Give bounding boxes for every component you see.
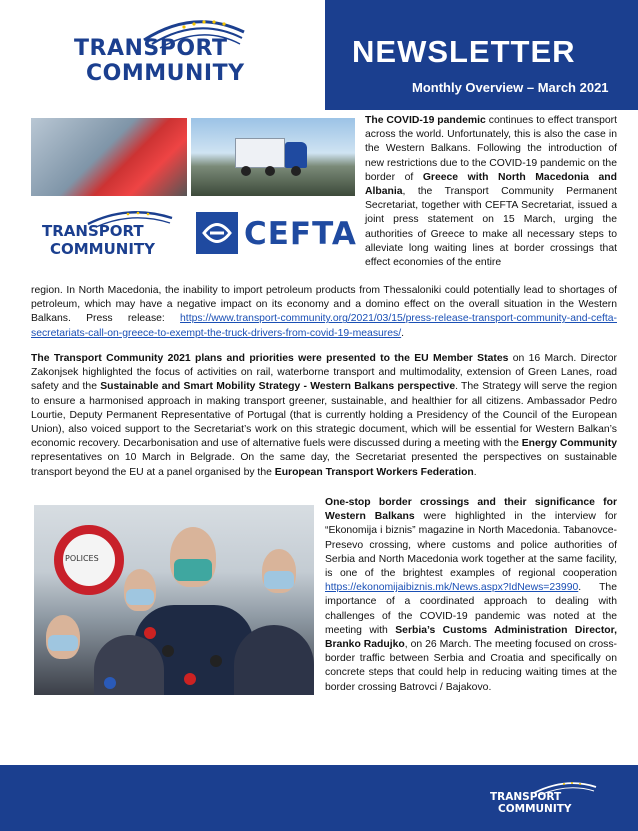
article-plans-priorities: The Transport Community 2021 plans and priorities were presented to the EU Member States on 16 March. Director Zakonjsek highlighted the focus of activities on rail, waterborne transport and multimodality, extension of Green Lanes, road safety and the Sustainable and Smart Mobility Strategy - Western Balkans perspective. The Strategy will serve the region to ensure a harmonised approach in making transport greener, sustainable, and healthier for all citizens. Ambassador Pedro Lourtie, Deputy Permanent Representative of Portugal (that is currently holding a Presidency of the Council of the European Union), also voiced support to the Secretariat’s work on this strategic document, which will be essential for Western Balkan’s economic recovery. Decarbonisation and use of alternative fuels were discussed during a meeting with the Energy Community representatives on 10 March in Belgrade. On the same day, the Secretariat presented the perspectives on sustainable transport beyond the EU at a panel organised by the European Transport Workers Federation.: [31, 353, 618, 478]
microphone-icon: [104, 677, 116, 689]
newsletter-subtitle: Monthly Overview – March 2021: [412, 80, 609, 95]
logo-line1: TRANSPORT: [74, 36, 228, 61]
cefta-text: CEFTA: [244, 216, 357, 252]
cefta-mark-icon: [196, 212, 238, 254]
truck-icon: [235, 132, 305, 178]
cefta-logo: [196, 212, 357, 254]
logo-line2: COMMUNITY: [86, 61, 245, 86]
article-covid-continued: region. In North Macedonia, the inability to import petroleum products from Thessaloniki could potentially lead to shortages of petroleum, which may have a negative impact on its economy and a domino effect on the overall situation in the Western Balkans. Press release: https://www.transport-community.org/2021/03/15/press-release-transport-community-and-cefta-secretariats-call-on-greece-to-exempt-the-truck-drivers-from-covid-19-measures/.: [31, 285, 617, 339]
press-release-link[interactable]: https://www.transport-community.org/2021/03/15/press-release-transport-community-and-cefta-secretariats-call-on-greece-to-exempt-the-truck-drivers-from-covid-19-measures/: [31, 313, 617, 339]
sign-text: POLICES: [65, 554, 99, 563]
footer-banner: [0, 765, 638, 831]
footer-logo: [490, 783, 600, 819]
microphone-icon: [184, 673, 196, 685]
logo-panel: [0, 0, 325, 110]
transport-community-logo: [74, 14, 254, 86]
press-conference-photo: [34, 505, 314, 695]
face-mask: [174, 559, 212, 581]
footer-logo-line2: COMMUNITY: [498, 803, 572, 815]
face-mask: [264, 571, 294, 589]
footer-logo-line1: TRANSPORT: [490, 791, 562, 803]
face-mask: [126, 589, 154, 605]
ekonomija-link[interactable]: https://ekonomijaibiznis.mk/News.aspx?IdNews=23990: [325, 582, 579, 594]
newsletter-title: NEWSLETTER: [352, 34, 576, 69]
police-sign: [54, 525, 124, 595]
header-banner: [0, 0, 638, 110]
article-covid-intro: The COVID-19 pandemic continues to effect transport across the world. Unfortunately, this is also the case in the Western Balkans. Following the introduction of new restrictions due to the COVID-19 pandemic on the border of Greece with North Macedonia and Albania, the Transport Community Permanent Secretariat, together with CEFTA Secretariat, issued a joint press statement on 15 March, urging the authorities of Greece to make all necessary steps to alleviate long waiting lines at border crossings that effect economies of the entire: [365, 115, 617, 269]
secondary-logo-line2: COMMUNITY: [50, 240, 156, 258]
face-mask: [48, 635, 78, 651]
truck-photo: [191, 118, 355, 196]
article1-bold-covid: The COVID-19 pandemic: [365, 115, 486, 126]
secondary-logo-line1: TRANSPORT: [42, 222, 144, 240]
article-border-crossings: One-stop border crossings and their significance for Western Balkans were highlighted in the interview for “Ekonomija i biznis” magazine in North Macedonia. Tabanovce-Presevo crossing, where customs and police authorities of Serbia and North Macedonia work together at the same facility, is one of the brightest examples of regional cooperation https://ekonomijaibiznis.mk/News.aspx?IdNews=23990. The importance of a coordinated approach to dealing with challenges of the COVID-19 pandemic was noted at the meeting with Serbia’s Customs Administration Director, Branko Radujko, on 26 March. The meeting focused on cross-border traffic between Serbia and Croatia and specifically on concrete steps that could help in reducing waiting times at the border crossing Batrovci / Bajakovo.: [325, 497, 618, 693]
person-right-suit: [234, 625, 314, 695]
transport-community-logo-secondary: [38, 208, 178, 264]
article1-bold-greece: Greece with North Macedonia and Albania: [365, 171, 617, 198]
microphone-icon: [144, 627, 156, 639]
border-checkpoint-photo: [31, 118, 187, 196]
microphone-icon: [210, 655, 222, 667]
microphone-icon: [162, 645, 174, 657]
